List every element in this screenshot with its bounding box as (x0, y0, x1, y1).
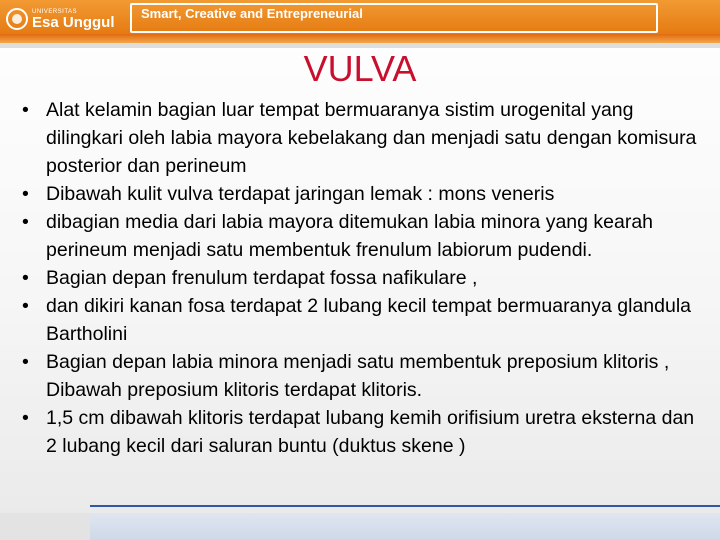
bullet-text: Bagian depan labia minora menjadi satu membentuk preposium klitoris , Dibawah preposium klitoris terdapat klitoris. (46, 351, 670, 401)
university-logo (6, 2, 115, 36)
bullet-item (18, 96, 708, 180)
logo-emblem-icon (6, 8, 28, 30)
bullet-icon: • (22, 267, 29, 289)
footer-left-panel (0, 513, 90, 540)
bullet-item (18, 180, 708, 208)
bullet-item (18, 292, 708, 348)
bullet-item (18, 208, 708, 264)
logo-text (32, 9, 115, 30)
logo-small-text: UNIVERSITAS (32, 8, 78, 15)
slide-title: VULVA (303, 48, 417, 89)
header-tagline: Smart, Creative and Entrepreneurial (141, 6, 363, 21)
bullet-item (18, 404, 708, 460)
bullet-icon: • (22, 295, 29, 317)
bullet-text: Bagian depan frenulum terdapat fossa nafikulare , (46, 267, 478, 289)
footer-line (90, 505, 720, 507)
bullet-item (18, 264, 708, 292)
footer-band (90, 513, 720, 540)
bullet-icon: • (22, 99, 29, 121)
bullet-text: 1,5 cm dibawah klitoris terdapat lubang kemih orifisium uretra eksterna dan 2 lubang kecil dari saluran buntu (duktus skene ) (46, 407, 695, 457)
bullet-text: dibagian media dari labia mayora ditemukan labia minora yang kearah perineum menjadi satu membentuk frenulum labiorum pudendi. (46, 211, 654, 261)
logo-name: Esa Unggul (32, 13, 115, 31)
bullet-text: dan dikiri kanan fosa terdapat 2 lubang kecil tempat bermuaranya glandula Bartholini (46, 295, 691, 345)
bullet-item (18, 348, 708, 404)
bullet-icon: • (22, 183, 29, 205)
bullet-icon: • (22, 351, 29, 373)
bullet-icon: • (22, 211, 29, 233)
bullet-text: Alat kelamin bagian luar tempat bermuaranya sistim urogenital yang dilingkari oleh labia mayora kebelakang dan menjadi satu dengan komisura posterior dan perineum (46, 99, 697, 177)
bullet-icon: • (22, 407, 29, 429)
bullet-text: Dibawah kulit vulva terdapat jaringan lemak : mons veneris (46, 183, 555, 205)
bullet-list (18, 96, 708, 460)
